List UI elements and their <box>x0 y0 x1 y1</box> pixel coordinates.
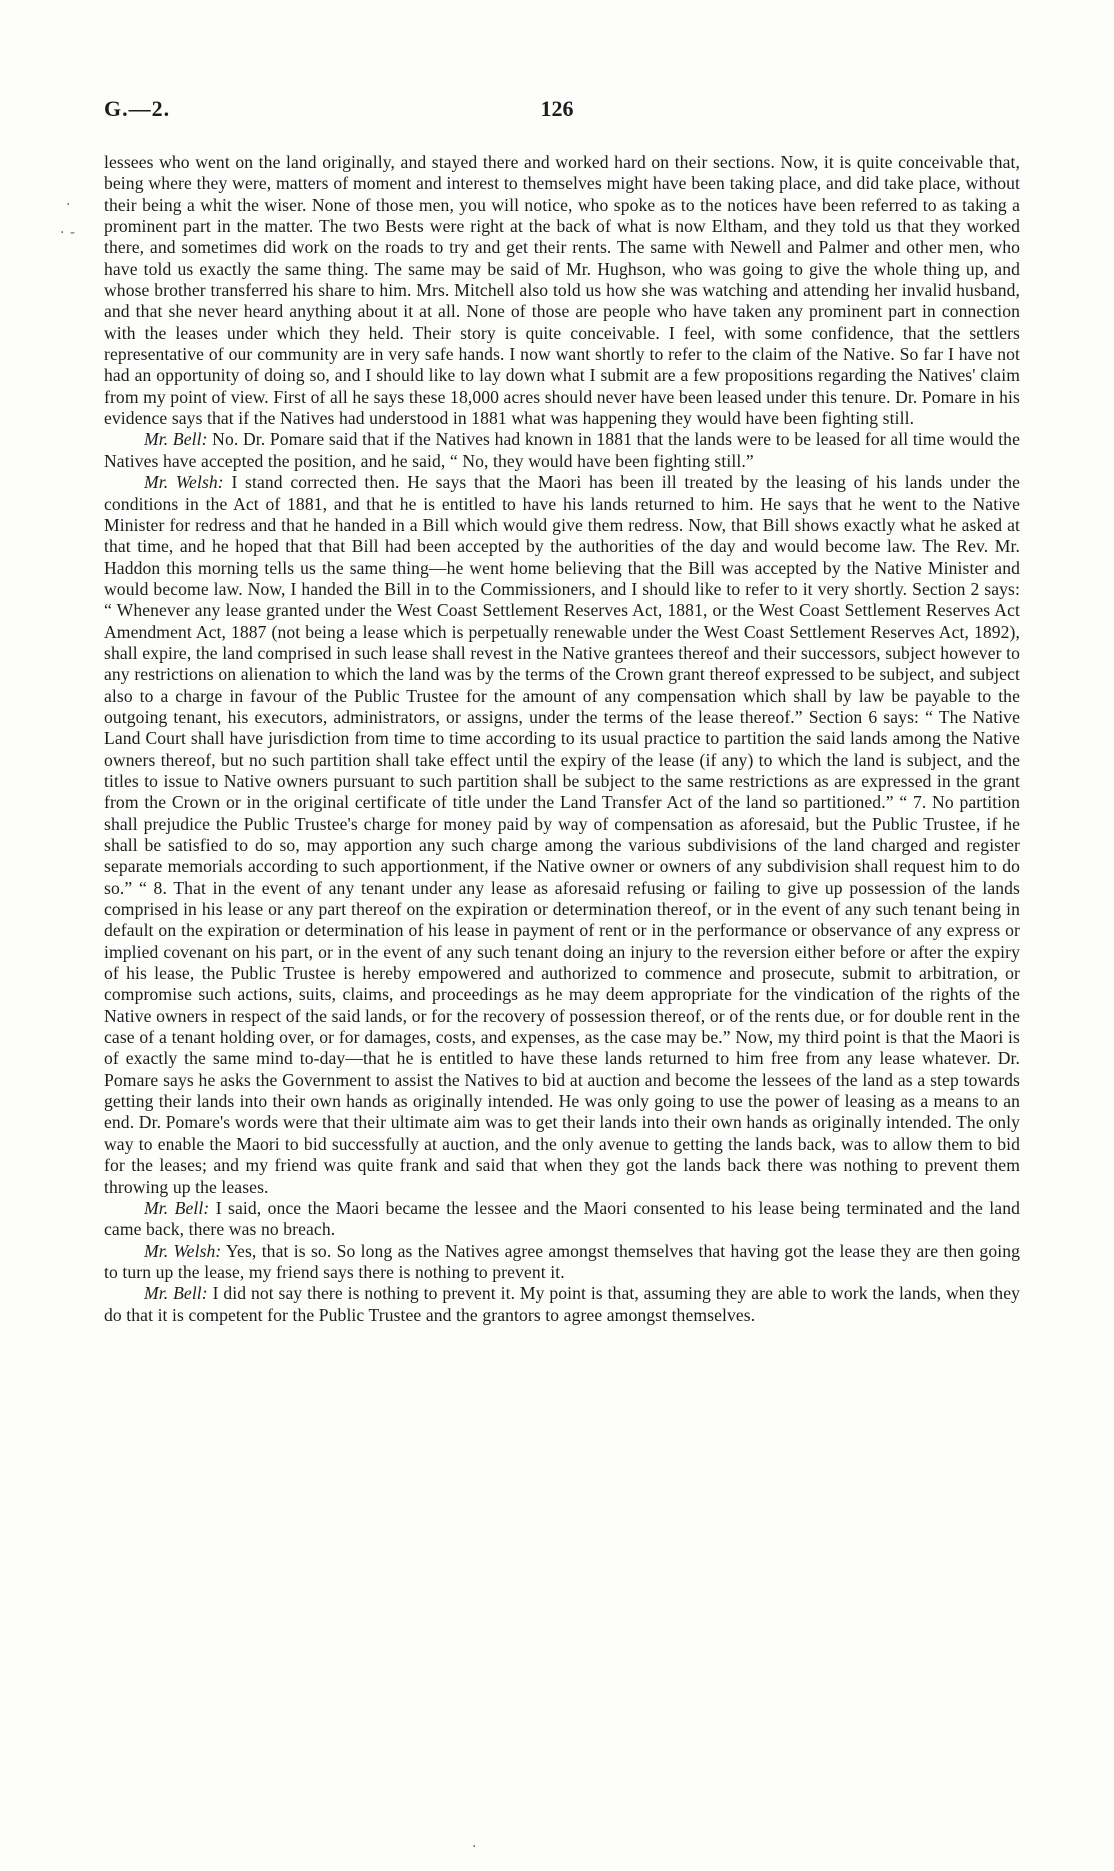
document-body <box>104 152 1020 1326</box>
paragraph <box>104 152 1020 429</box>
paragraph <box>104 472 1020 1198</box>
paragraph <box>104 1198 1020 1241</box>
series-code: G.—2. <box>104 96 171 121</box>
paragraph-text: I said, once the Maori became the lessee and the Maori consented to his lease being terminated and the land came back, there was no breach. <box>104 1197 1021 1240</box>
speaker-label: Mr. Welsh: <box>144 472 224 493</box>
speaker-label: Mr. Welsh: <box>144 1240 222 1261</box>
speaker-label: Mr. Bell: <box>144 1283 208 1304</box>
footer-dot: . <box>472 1835 477 1851</box>
paragraph-text: I stand corrected then. He says that the Maori has been ill treated by the leasing of his lands under the conditions in the Act of 1881, and that he is entitled to have his lands returned to him. He says that he went to the Native Minister for redress and that he handed in a Bill which would give them redress. Now, that Bill shows exactly what he asked at that time, and he hoped that that Bill had been accepted by the authorities of the day and would become law. The Rev. Mr. Haddon this morning tells us the same thing—he went home believing that the Bill was accepted by the Native Minister and would become law. Now, I handed the Bill in to the Commissioners, and I should like to refer to it very shortly. Section 2 says: “ Whenever any lease granted under the West Coast Settlement Reserves Act, 1881, or the West Coast Settlement Reserves Act Amendment Act, 1887 (not being a lease which is perpetually renewable under the West Coast Settlement Reserves Act, 1892), shall expire, the land comprised in such lease shall revest in the Native grantees thereof and their successors, subject however to any restrictions on alienation to which the land was by the terms of the Crown grant thereof expressed to be subject, and subject also to a charge in favour of the Public Trustee for the amount of any compensation which shall by law be payable to the outgoing tenant, his executors, administrators, or assigns, under the terms of the lease thereof.” Section 6 says: “ The Native Land Court shall have jurisdiction from time to time according to its usual practice to partition the said lands among the Native owners thereof, but no such partition shall take effect until the expiry of the lease (if any) to which the land is subject, and the titles to issue to Native owners pursuant to such partition shall be subject to the same restrictions as are expressed in the grant from the Crown or in the original certificate of title under the Land Transfer Act of the land so partitioned.” “ 7. No partition shall prejudice the Public Trustee's charge for money paid by way of compensation as aforesaid, but the Public Trustee, if he shall be satisfied to do so, may apportion any such charge among the various subdivisions of the land charged and register separate memorials according to such apportionment, if the Native owner or owners of any subdivision shall request him to do so.” “ 8. That in the event of any tenant under any lease as aforesaid refusing or failing to give up possession of the lands comprised in his lease or any part thereof on the expiration or determination thereof, or in the event of any such tenant being in default on the expiration or determination of his lease in payment of rent or in the performance or observance of any express or implied covenant on his part, or in the event of any such tenant doing an injury to the reversion either before or after the expiry of his lease, the Public Trustee is hereby empowered and authorized to commence and prosecute, submit to arbitration, or compromise such actions, suits, claims, and proceedings as he may deem appropriate for the vindication of the rights of the Native owners in respect of the said lands, or for the recovery of possession thereof, or of the rents due, or for double rent in the case of a tenant holding over, or for damages, costs, and expenses, as the case may be.” Now, my third point is that the Maori is of exactly the same mind to-day—that he is entitled to have these lands returned to him free from any lease whatever. Dr. Pomare says he asks the Government to assist the Natives to bid at auction and become the lessees of the land as a step towards getting their lands into their own hands as originally intended. He was only going to use the power of leasing as a means to an end. Dr. Pomare's words were that their ultimate aim was to get their lands into their own hands as originally intended. The only way to enable the Maori to bid successfully at auction, and the only avenue to getting the lands back, was to allow them to bid for the leases; and my friend was quite frank and said that when they got the lands back there was nothing to prevent them throwing up the leases. <box>104 472 1021 1197</box>
margin-mark: . <box>66 193 71 209</box>
paragraph-text: No. Dr. Pomare said that if the Natives had known in 1881 that the lands were to be leased for all time would the Natives have accepted the position, and he said, “ No, they would have been fighting still.” <box>104 429 1020 471</box>
paragraph <box>104 429 1020 472</box>
page-number: 126 <box>540 96 574 121</box>
speaker-label: Mr. Bell: <box>144 1197 210 1218</box>
paragraph-text: I did not say there is nothing to prevent it. My point is that, assuming they are able to work the lands, when they do that it is competent for the Public Trustee and the grantors to agree amongst themselves. <box>104 1283 1020 1325</box>
margin-mark: · <box>60 225 65 241</box>
paragraph <box>104 1241 1020 1284</box>
page-header <box>104 96 1010 126</box>
paragraph-text: lessees who went on the land originally, and stayed there and worked hard on their sections. Now, it is quite conceivable that, being where they were, matters of moment and interest to themselves might have been taking place, and did take place, without their being a whit the wiser. None of those men, you will notice, who spoke as to the notices have been referred to as taking a prominent part in the matter. The two Bests were right at the back of what is now Eltham, and they told us that they worked there, and sometimes did work on the roads to try and get their rents. The same with Newell and Palmer and other men, who have told us exactly the same thing. The same may be said of Mr. Hughson, who was going to give the whole thing up, and whose brother transferred his share to him. Mrs. Mitchell also told us how she was watching and attending her invalid husband, and that she never heard anything about it at all. None of those are people who have taken any prominent part in connection with the leases under which they held. Their story is quite conceivable. I feel, with some confidence, that the settlers representative of our community are in very safe hands. I now want shortly to refer to the claim of the Native. So far I have not had an opportunity of doing so, and I should like to lay down what I submit are a few propositions regarding the Natives' claim from my point of view. First of all he says these 18,000 acres should never have been leased under this tenure. Dr. Pomare in his evidence says that if the Natives had understood in 1881 what was happening they would have been fighting still. <box>104 152 1020 429</box>
margin-mark: - <box>70 225 76 241</box>
paragraph-text: Yes, that is so. So long as the Natives agree amongst themselves that having got the lease they are then going to turn up the lease, my friend says there is nothing to prevent it. <box>104 1240 1020 1282</box>
speaker-label: Mr. Bell: <box>144 429 208 450</box>
paragraph <box>104 1283 1020 1326</box>
